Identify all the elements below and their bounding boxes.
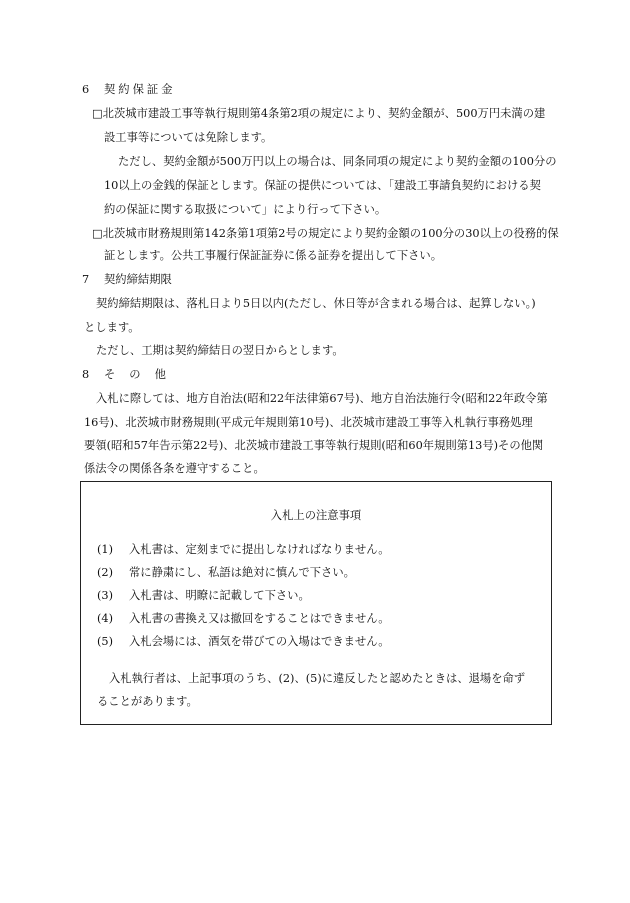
- section-7-p1-line1: 契約締結期限は、落札日より5日以内(ただし、休日等が含まれる場合は、起算しない。): [96, 297, 536, 310]
- notice-item: [97, 543, 390, 557]
- section-6-number: 6: [82, 83, 90, 96]
- notice-item-text: 入札書の書換え又は撤回をすることはできません。: [129, 612, 390, 625]
- notice-title: 入札上の注意事項: [270, 509, 362, 522]
- notice-item: [97, 589, 310, 603]
- notice-item-number: (3): [97, 589, 114, 602]
- notice-item-text: 入札会場には、酒気を帯びての入場はできません。: [129, 635, 390, 648]
- section-6-p1-line2: 設工事等については免除します。: [104, 131, 273, 144]
- notice-item: [97, 566, 355, 580]
- section-6-title: 契約保証金: [104, 83, 176, 96]
- section-8-p1-line3: 要領(昭和57年告示第22号)、北茨城市建設工事等執行規則(昭和60年規則第13号)その他関: [84, 439, 544, 452]
- section-7-title: 契約締結期限: [104, 273, 172, 286]
- section-8-p1-line4: 係法令の関係各条を遵守すること。: [84, 462, 265, 475]
- notice-item-text: 常に静粛にし、私語は絶対に慎んで下さい。: [129, 566, 355, 579]
- section-8-heading: [82, 368, 180, 382]
- notice-item-text: 入札書は、明瞭に記載して下さい。: [129, 589, 310, 602]
- section-6-p3-line1: □北茨城市財務規則第142条第1項第2号の規定により契約金額の100分の30以上の役務的保: [92, 227, 559, 240]
- section-6-p2-line2: 10以上の金銭的保証とします。保証の提供については、「建設工事請負契約における契: [104, 179, 541, 192]
- section-6-p2-line1: ただし、契約金額が500万円以上の場合は、同条同項の規定により契約金額の100分の: [118, 155, 557, 168]
- notice-item-number: (1): [97, 543, 114, 556]
- section-6-p2-line3: 約の保証に関する取扱について」により行って下さい。: [104, 203, 387, 216]
- section-6-heading: [82, 83, 176, 97]
- section-6-p1-line1: □北茨城市建設工事等執行規則第4条第2項の規定により、契約金額が、500万円未満の建: [92, 107, 546, 120]
- notice-note-line2: ることがあります。: [97, 695, 198, 708]
- notice-item-number: (2): [97, 566, 114, 579]
- bidding-notice-box: [80, 481, 552, 725]
- section-7-number: 7: [82, 273, 90, 286]
- section-7-p1-line2: とします。: [84, 321, 140, 334]
- notice-note-line1: 入札執行者は、上記事項のうち、(2)、(5)に違反したと認めたときは、退場を命ず: [109, 672, 526, 685]
- notice-item: [97, 612, 390, 626]
- notice-item-text: 入札書は、定刻までに提出しなければなりません。: [129, 543, 390, 556]
- notice-item-number: (4): [97, 612, 114, 625]
- section-7-heading: [82, 273, 172, 287]
- section-8-title: その他: [104, 368, 180, 381]
- section-6-p3-line2: 証とします。公共工事履行保証証券に係る証券を提出して下さい。: [104, 249, 443, 262]
- section-8-number: 8: [82, 368, 90, 381]
- section-7-p2-line1: ただし、工期は契約締結日の翌日からとします。: [96, 344, 344, 357]
- notice-item-number: (5): [97, 635, 114, 648]
- section-8-p1-line2: 16号)、北茨城市財務規則(平成元年規則第10号)、北茨城市建設工事等入札執行事務処理: [84, 416, 533, 429]
- section-8-p1-line1: 入札に際しては、地方自治法(昭和22年法律第67号)、地方自治法施行令(昭和22年政令第: [96, 392, 548, 405]
- notice-item: [97, 635, 390, 649]
